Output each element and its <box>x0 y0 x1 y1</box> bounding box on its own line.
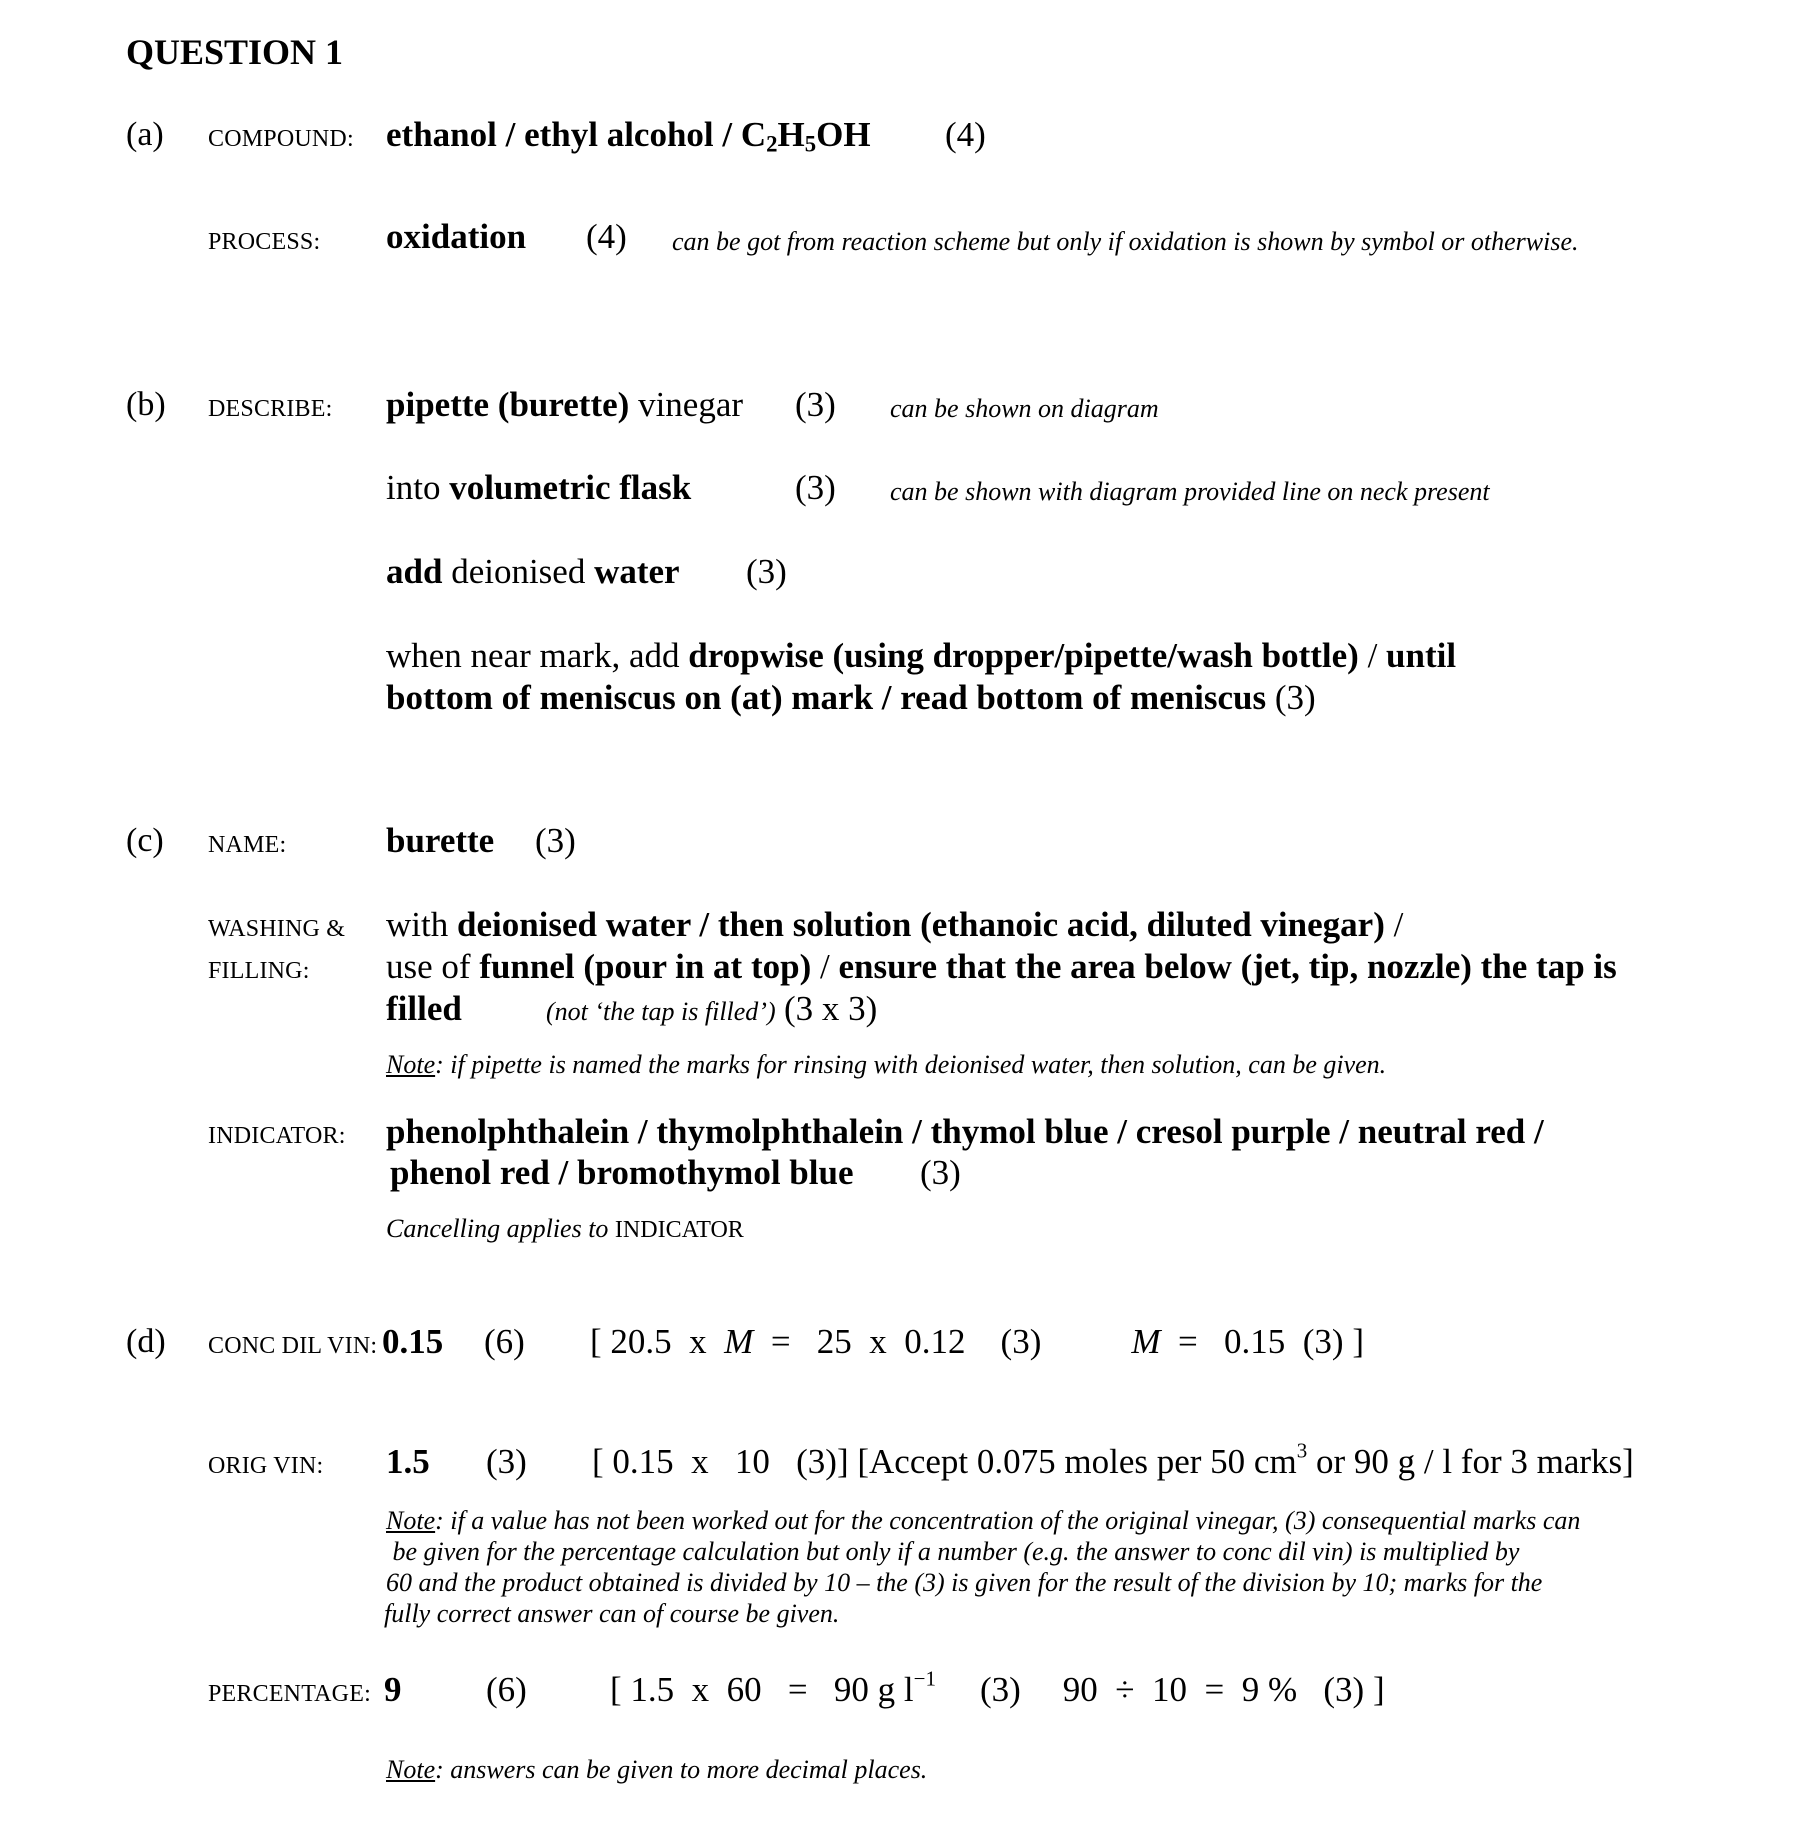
indicator-marks: (3) <box>920 1153 961 1192</box>
describe-line-1-marks: (3) <box>795 385 836 424</box>
percentage-answer: 9 <box>384 1670 402 1709</box>
washing-line-3-comment: (not ‘the tap is filled’) <box>546 997 776 1026</box>
conc-marks: (6) <box>484 1322 525 1361</box>
percentage-working-sup: −1 <box>913 1666 936 1691</box>
cancel-note-italic: Cancelling applies to <box>386 1214 615 1243</box>
orig-field-label: ORIG VIN: <box>208 1453 324 1479</box>
describe-field-label: DESCRIBE: <box>208 396 333 422</box>
final-note <box>386 1757 927 1783</box>
conc-field-label: CONC DIL VIN: <box>208 1333 378 1359</box>
describe-line-3-marks: (3) <box>746 552 787 591</box>
name-answer: burette <box>386 821 495 860</box>
washing-note <box>386 1052 1386 1078</box>
describe-line-1-plain: vinegar <box>629 385 744 424</box>
part-c-label: (c) <box>126 822 164 859</box>
describe-line-4-bold-1: dropwise (using dropper/pipette/wash bottle) <box>688 636 1359 675</box>
describe-line-1 <box>386 387 743 422</box>
conc-working-3: = 0.15 (3) ] <box>1160 1322 1364 1361</box>
percentage-working-3: 90 ÷ 10 = 9 % (3) ] <box>1062 1670 1385 1709</box>
washing-field-label-2: FILLING: <box>208 958 310 984</box>
describe-line-4a <box>386 638 1456 673</box>
orig-working-sup: 3 <box>1296 1438 1308 1463</box>
describe-line-4-bold-2: until <box>1386 636 1457 675</box>
washing-field-label-1: WASHING & <box>208 916 346 942</box>
indicator-field-label: INDICATOR: <box>208 1123 346 1149</box>
describe-line-4b <box>386 680 1316 715</box>
part-a-label: (a) <box>126 116 164 153</box>
washing-line-3-bold: filled <box>386 989 462 1028</box>
orig-note-line-2: be given for the percentage calculation but only if a number (e.g. the answer to conc dil vin) is multiplied by <box>386 1537 1520 1566</box>
describe-line-3-bold-2: water <box>594 552 680 591</box>
orig-answer: 1.5 <box>386 1442 430 1481</box>
subscript-2: 2 <box>766 131 778 157</box>
describe-line-2-plain: into <box>386 468 450 507</box>
conc-working-2: = 25 x 0.12 (3) <box>753 1322 1042 1361</box>
describe-line-4-plain-2: / <box>1358 636 1387 675</box>
subscript-5: 5 <box>804 131 817 157</box>
percentage-working-2: (3) <box>979 1670 1021 1709</box>
washing-line-2-plain: use of <box>386 947 480 986</box>
washing-line-2-bold-3: ensure that the area below (jet, tip, nozzle) the tap is <box>838 947 1617 986</box>
process-marks: (4) <box>586 217 627 256</box>
indicator-line-1: phenolphthalein / thymolphthalein / thymol blue / cresol purple / neutral red / <box>386 1112 1544 1151</box>
compound-marks: (4) <box>945 115 986 154</box>
describe-line-3-bold-1: add <box>386 552 443 591</box>
part-d-label: (d) <box>126 1323 166 1360</box>
washing-line-2 <box>386 949 1617 984</box>
compound-text-1: ethanol / ethyl alcohol / C <box>386 115 767 154</box>
describe-line-2 <box>386 470 691 505</box>
conc-working-1: [ 20.5 x <box>590 1322 725 1361</box>
washing-note-label: Note <box>386 1050 436 1079</box>
compound-text-oh: OH <box>816 115 871 154</box>
compound-answer <box>386 115 871 157</box>
describe-line-4-plain-1: when near mark, add <box>386 636 689 675</box>
describe-line-1-bold: pipette (burette) <box>386 385 630 424</box>
percentage-working <box>610 1666 1385 1709</box>
cancel-note-caps: INDICATOR <box>614 1217 744 1243</box>
describe-line-3 <box>386 554 680 589</box>
question-title: QUESTION 1 <box>126 32 344 72</box>
final-note-text: : answers can be given to more decimal places. <box>435 1755 928 1784</box>
process-field-label: PROCESS: <box>208 229 321 255</box>
washing-line-1-plain: with <box>386 905 457 944</box>
orig-note-line-1 <box>386 1508 1580 1534</box>
orig-note-line-4: fully correct answer can of course be given. <box>384 1599 840 1628</box>
percentage-field-label: PERCENTAGE: <box>208 1681 371 1707</box>
conc-answer: 0.15 <box>382 1322 444 1361</box>
describe-line-2-bold: volumetric flask <box>449 468 692 507</box>
describe-line-2-comment: can be shown with diagram provided line on neck present <box>890 477 1490 506</box>
washing-note-text: : if pipette is named the marks for rinsing with deionised water, then solution, can be given. <box>435 1050 1387 1079</box>
orig-marks: (3) <box>486 1442 527 1481</box>
washing-line-3-marks: (3 x 3) <box>784 989 878 1028</box>
conc-working <box>590 1324 1364 1359</box>
orig-note-line-3: 60 and the product obtained is divided by 10 – the (3) is given for the result of the division by 10; marks for the <box>386 1568 1543 1597</box>
washing-line-2-plain-2: / <box>811 947 839 986</box>
process-comment: can be got from reaction scheme but only if oxidation is shown by symbol or otherwise. <box>672 227 1579 256</box>
indicator-cancel-note <box>386 1216 744 1242</box>
name-marks: (3) <box>535 821 576 860</box>
orig-working <box>592 1438 1634 1481</box>
washing-line-2-bold-1: funnel <box>479 947 575 986</box>
part-b-label: (b) <box>126 386 166 423</box>
process-answer: oxidation <box>386 217 527 256</box>
percentage-working-1: [ 1.5 x 60 = 90 g l <box>610 1670 914 1709</box>
washing-line-1-bold: deionised water / then solution (ethanoic acid, diluted vinegar) <box>456 905 1385 944</box>
describe-line-1-comment: can be shown on diagram <box>890 394 1159 423</box>
washing-line-1-end: / <box>1384 905 1404 944</box>
percentage-marks: (6) <box>486 1670 527 1709</box>
orig-working-1: [ 0.15 x 10 (3)] [Accept 0.075 moles per 50 cm <box>592 1442 1297 1481</box>
describe-line-4-bold-3: bottom of meniscus on (at) mark / read bottom of meniscus <box>386 678 1267 717</box>
describe-line-3-plain: deionised <box>442 552 595 591</box>
indicator-line-2: phenol red / bromothymol blue <box>390 1153 854 1192</box>
compound-text-h: H <box>777 115 805 154</box>
describe-line-4-marks: (3) <box>1266 678 1316 717</box>
orig-working-2: or 90 g / l for 3 marks] <box>1307 1442 1634 1481</box>
final-note-label: Note <box>386 1755 436 1784</box>
washing-line-1 <box>386 907 1403 942</box>
orig-note-text-1: : if a value has not been worked out for the concentration of the original vinegar, (3) consequential marks can <box>435 1506 1581 1535</box>
orig-note-label: Note <box>386 1506 436 1535</box>
name-field-label: NAME: <box>208 832 287 858</box>
conc-working-m1: M <box>724 1322 754 1361</box>
washing-line-2-bold-2: (pour in at top) <box>574 947 812 986</box>
compound-field-label: COMPOUND: <box>208 126 354 152</box>
conc-working-m2: M <box>1131 1322 1161 1361</box>
describe-line-2-marks: (3) <box>795 468 836 507</box>
